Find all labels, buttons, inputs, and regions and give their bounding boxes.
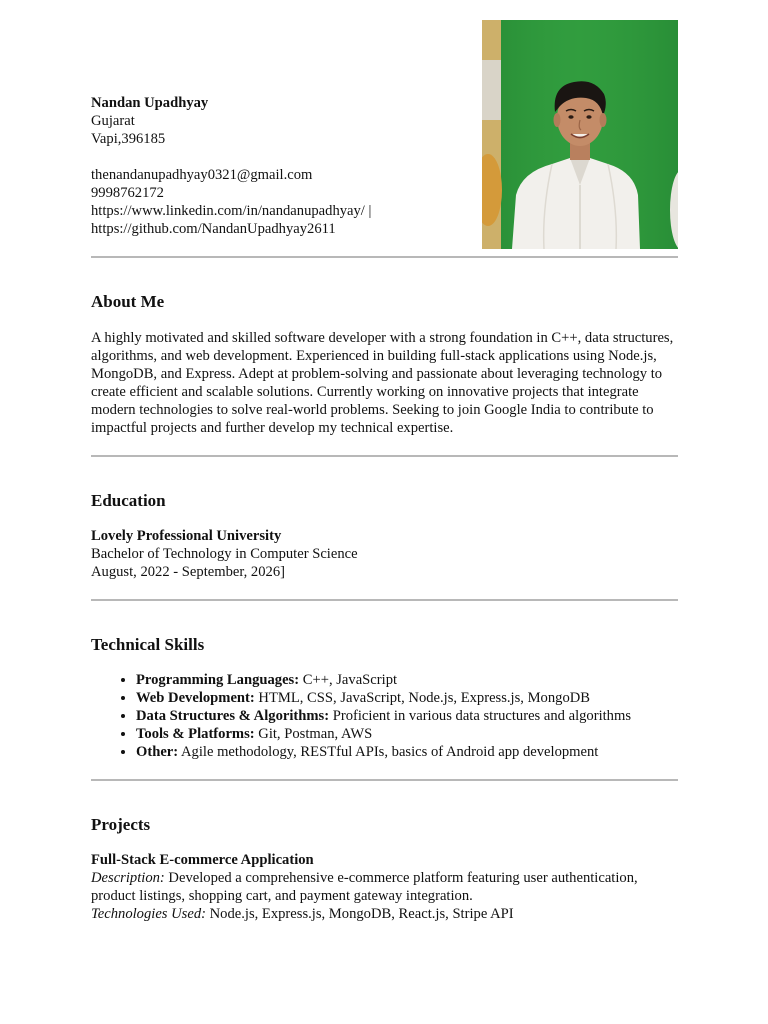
description-label: Description:	[91, 870, 165, 886]
skill-value: HTML, CSS, JavaScript, Node.js, Express.js, MongoDB	[254, 690, 591, 706]
project-technologies	[91, 905, 678, 923]
skill-value: Agile methodology, RESTful APIs, basics of Android app development	[178, 744, 599, 760]
about-section	[91, 292, 678, 437]
skill-label: Programming Languages:	[136, 672, 300, 688]
candidate-name: Nandan Upadhyay	[91, 95, 209, 111]
technologies-label: Technologies Used:	[91, 906, 206, 922]
list-item	[136, 689, 678, 707]
list-item	[136, 725, 678, 743]
project-description	[91, 869, 678, 905]
projects-section	[91, 815, 678, 923]
skills-title: Technical Skills	[91, 635, 205, 654]
resume-page	[91, 0, 678, 923]
about-title: About Me	[91, 292, 165, 311]
divider	[91, 599, 678, 601]
skill-label: Web Development:	[136, 690, 255, 706]
about-text: A highly motivated and skilled software developer with a strong foundation in C++, data structures, algorithms, and web development. Experienced in building full-stack applications using Node.js, MongoDB, and Express. Adept at problem-solving and passionate about leveraging technology to create efficient and scalable solutions. Currently working on innovative projects that integrate modern technologies to solve real-world problems. Seeking to join Google India to contribute to impactful projects and further develop my technical expertise.	[91, 330, 674, 436]
skill-value: Proficient in various data structures and algorithms	[329, 708, 632, 724]
divider	[91, 256, 678, 258]
description-text: Developed a comprehensive e-commerce platform featuring user authentication, product listings, shopping cart, and payment gateway integration.	[91, 870, 638, 904]
degree-text: Bachelor of Technology in Computer Science	[91, 546, 358, 562]
school-name: Lovely Professional University	[91, 528, 282, 544]
skills-section	[91, 635, 678, 761]
education-dates: August, 2022 - September, 2026]	[91, 564, 285, 580]
location-state: Gujarat	[91, 113, 135, 129]
phone-text: 9998762172	[91, 185, 164, 201]
divider	[91, 779, 678, 781]
linkedin-link[interactable]: https://www.linkedin.com/in/nandanupadhyay/ |	[91, 203, 372, 219]
profile-photo	[482, 20, 678, 249]
location-city: Vapi,396185	[91, 131, 166, 147]
email-text: thenandanupadhyay0321@gmail.com	[91, 167, 313, 183]
projects-title: Projects	[91, 815, 151, 834]
list-item	[136, 671, 678, 689]
skill-label: Data Structures & Algorithms:	[136, 708, 330, 724]
project-title: Full-Stack E-commerce Application	[91, 852, 314, 868]
divider	[91, 455, 678, 457]
education-title: Education	[91, 491, 166, 510]
resume-header	[91, 0, 678, 256]
education-entry	[91, 527, 678, 581]
skill-label: Other:	[136, 744, 179, 760]
skill-label: Tools & Platforms:	[136, 726, 255, 742]
list-item	[136, 707, 678, 725]
skills-list	[91, 671, 678, 761]
github-link[interactable]: https://github.com/NandanUpadhyay2611	[91, 221, 336, 237]
project-entry	[91, 851, 678, 923]
contact-block	[91, 94, 481, 238]
profile-photo-icon	[482, 20, 678, 249]
education-section	[91, 491, 678, 581]
contact-gap	[91, 148, 481, 166]
skill-value: C++, JavaScript	[299, 672, 398, 688]
list-item	[136, 743, 678, 761]
skill-value: Git, Postman, AWS	[254, 726, 373, 742]
technologies-text: Node.js, Express.js, MongoDB, React.js, Stripe API	[205, 906, 514, 922]
